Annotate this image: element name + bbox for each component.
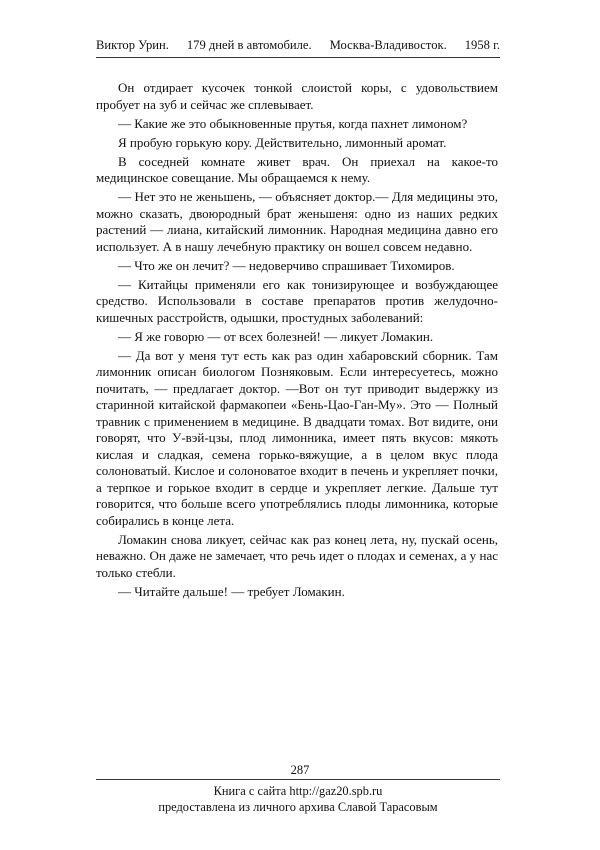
- page-number: 287: [290, 763, 310, 777]
- page-body: [96, 80, 498, 603]
- paragraph: — Китайцы применяли его как тонизирующее и возбуждающее средство. Использовали в составе препаратов против желудочно-кишечных расстройств, одышки, простудных заболеваний:: [96, 276, 498, 325]
- running-header: [96, 38, 500, 53]
- footer: [96, 783, 500, 815]
- header-year: 1958 г.: [464, 38, 500, 52]
- footer-credit-line: предоставлена из личного архива Славой Тарасовым: [158, 800, 438, 814]
- paragraph: Ломакин снова ликует, сейчас как раз конец лета, ну, пускай осень, неважно. Он даже не замечает, что речь идет о плодах и семенах, а у нас только стебли.: [96, 531, 498, 580]
- header-route: Москва-Владивосток.: [329, 38, 447, 52]
- footer-source-line: Книга с сайта http://gaz20.spb.ru: [213, 784, 383, 798]
- paragraph: — Что же он лечит? — недоверчиво спрашивает Тихомиров.: [118, 257, 455, 273]
- paragraph: — Да вот у меня тут есть как раз один хабаровский сборник. Там лимонник описан биологом Позняковым. Если интересуетесь, можно почитать, — предлагает доктор. —Вот он тут приводит выдержку из старинной китайской фармакопеи «Бень-Цао-Ган-Му». Это — Полный травник с применением в медицине. В двадцати томах. Вот видите, они говорят, что У-вэй-цзы, плод лимонника, имеет пять вкусов: мякоть кислая и сладкая, семена горько-вяжущие, а в целом вкус плода солоноватый. Кислое и солоноватое входит в печень и укрепляет почки, а терпкое и горькое входит в сердце и укрепляет легкие. Дальше тут говорится, что больше всего употреблялись плоды лимонника, которые собирались в конце лета.: [96, 347, 498, 528]
- header-title: 179 дней в автомобиле.: [186, 38, 312, 52]
- paragraph: — Читайте дальше! — требует Ломакин.: [118, 583, 345, 599]
- paragraph: Я пробую горькую кору. Действительно, лимонный аромат.: [118, 134, 447, 150]
- paragraph: Он отдирает кусочек тонкой слоистой коры, с удовольствием пробует на зуб и сейчас же сплевывает.: [96, 80, 498, 112]
- paragraph: — Я же говорю — от всех болезней! — ликует Ломакин.: [118, 328, 434, 344]
- footer-divider: [96, 779, 500, 780]
- header-divider: [96, 57, 500, 58]
- paragraph: — Какие же это обыкновенные прутья, когда пахнет лимоном?: [118, 115, 468, 131]
- header-author: Виктор Урин.: [96, 38, 169, 52]
- paragraph: В соседней комнате живет врач. Он приехал на какое-то медицинское совещание. Мы обращаемся к нему.: [96, 153, 498, 185]
- paragraph: — Нет это не женьшень, — объясняет доктор.— Для медицины это, можно сказать, двоюродный брат женьшеня: одно из наших редких растений — лиана, китайский лимонник. Народная медицина давно его использует. А в нашу лечебную практику он вошел совсем недавно.: [96, 189, 498, 254]
